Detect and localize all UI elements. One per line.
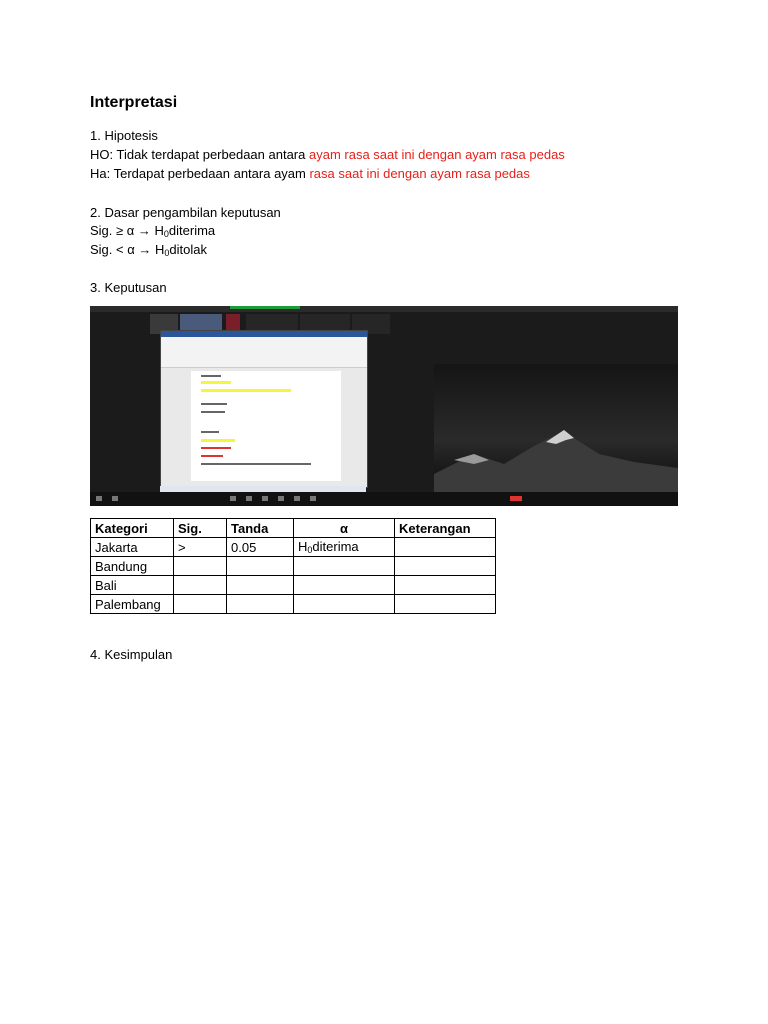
cell-alpha-sub: 0 [307,545,313,555]
cell-tanda [227,576,294,595]
h0-prefix: HO: Tidak terdapat perbedaan antara [90,147,309,162]
table-row [91,576,496,595]
cell-tanda: 0.05 [227,538,294,557]
cell-kategori: Bali [91,576,174,595]
ha-statement [90,166,530,181]
table-row [91,557,496,576]
word-window [160,330,368,488]
rule-accept [90,223,215,239]
cell-kategori: Palembang [91,595,174,614]
cell-keterangan [395,538,496,557]
ha-prefix: Ha: Terdapat perbedaan antara ayam [90,166,310,181]
rule-reject [90,242,207,258]
embedded-screenshot [90,306,678,506]
cell-kategori: Bandung [91,557,174,576]
cell-alpha [294,595,395,614]
mountain-wallpaper [434,364,678,492]
header-sig: Sig. [174,519,227,538]
h0-highlight: ayam rasa saat ini dengan ayam rasa pedas [308,147,565,162]
cell-alpha-prefix: H [298,539,308,554]
cell-sig [174,576,227,595]
cell-alpha [294,557,395,576]
rule-accept-prefix: Sig. ≥ α → H [90,223,164,238]
cell-alpha [294,576,395,595]
meeting-controls-bar [90,492,678,506]
table-header-row [91,519,496,538]
cell-sig [174,595,227,614]
table-row [91,538,496,557]
cell-tanda [227,557,294,576]
cell-sig: > [174,538,227,557]
header-tanda: Tanda [227,519,294,538]
cell-keterangan [395,576,496,595]
dasar-heading: 2. Dasar pengambilan keputusan [90,205,281,220]
word-ribbon [161,331,367,368]
screenshot-topbar [90,306,678,312]
rule-accept-sub: 0 [163,229,169,239]
keputusan-table [90,518,496,614]
kesimpulan-heading: 4. Kesimpulan [90,647,173,662]
cell-alpha [294,538,395,557]
rule-accept-suffix: diterima [168,223,216,238]
page-title: Interpretasi [90,94,178,111]
cell-sig [174,557,227,576]
cell-keterangan [395,557,496,576]
rule-reject-prefix: Sig. < α → H [90,242,165,257]
cell-keterangan [395,595,496,614]
cell-alpha-suffix: diterima [312,539,359,554]
ha-highlight: rasa saat ini dengan ayam rasa pedas [309,166,530,181]
hipotesis-heading: 1. Hipotesis [90,128,158,143]
keputusan-heading: 3. Keputusan [90,280,167,295]
word-document [191,371,341,481]
header-alpha: α [294,519,395,538]
rule-reject-sub: 0 [164,248,170,258]
cell-tanda [227,595,294,614]
rule-reject-suffix: ditolak [169,242,207,257]
table-row [91,595,496,614]
cell-kategori: Jakarta [91,538,174,557]
header-kategori: Kategori [91,519,174,538]
h0-statement [90,147,565,162]
header-keterangan: Keterangan [395,519,496,538]
